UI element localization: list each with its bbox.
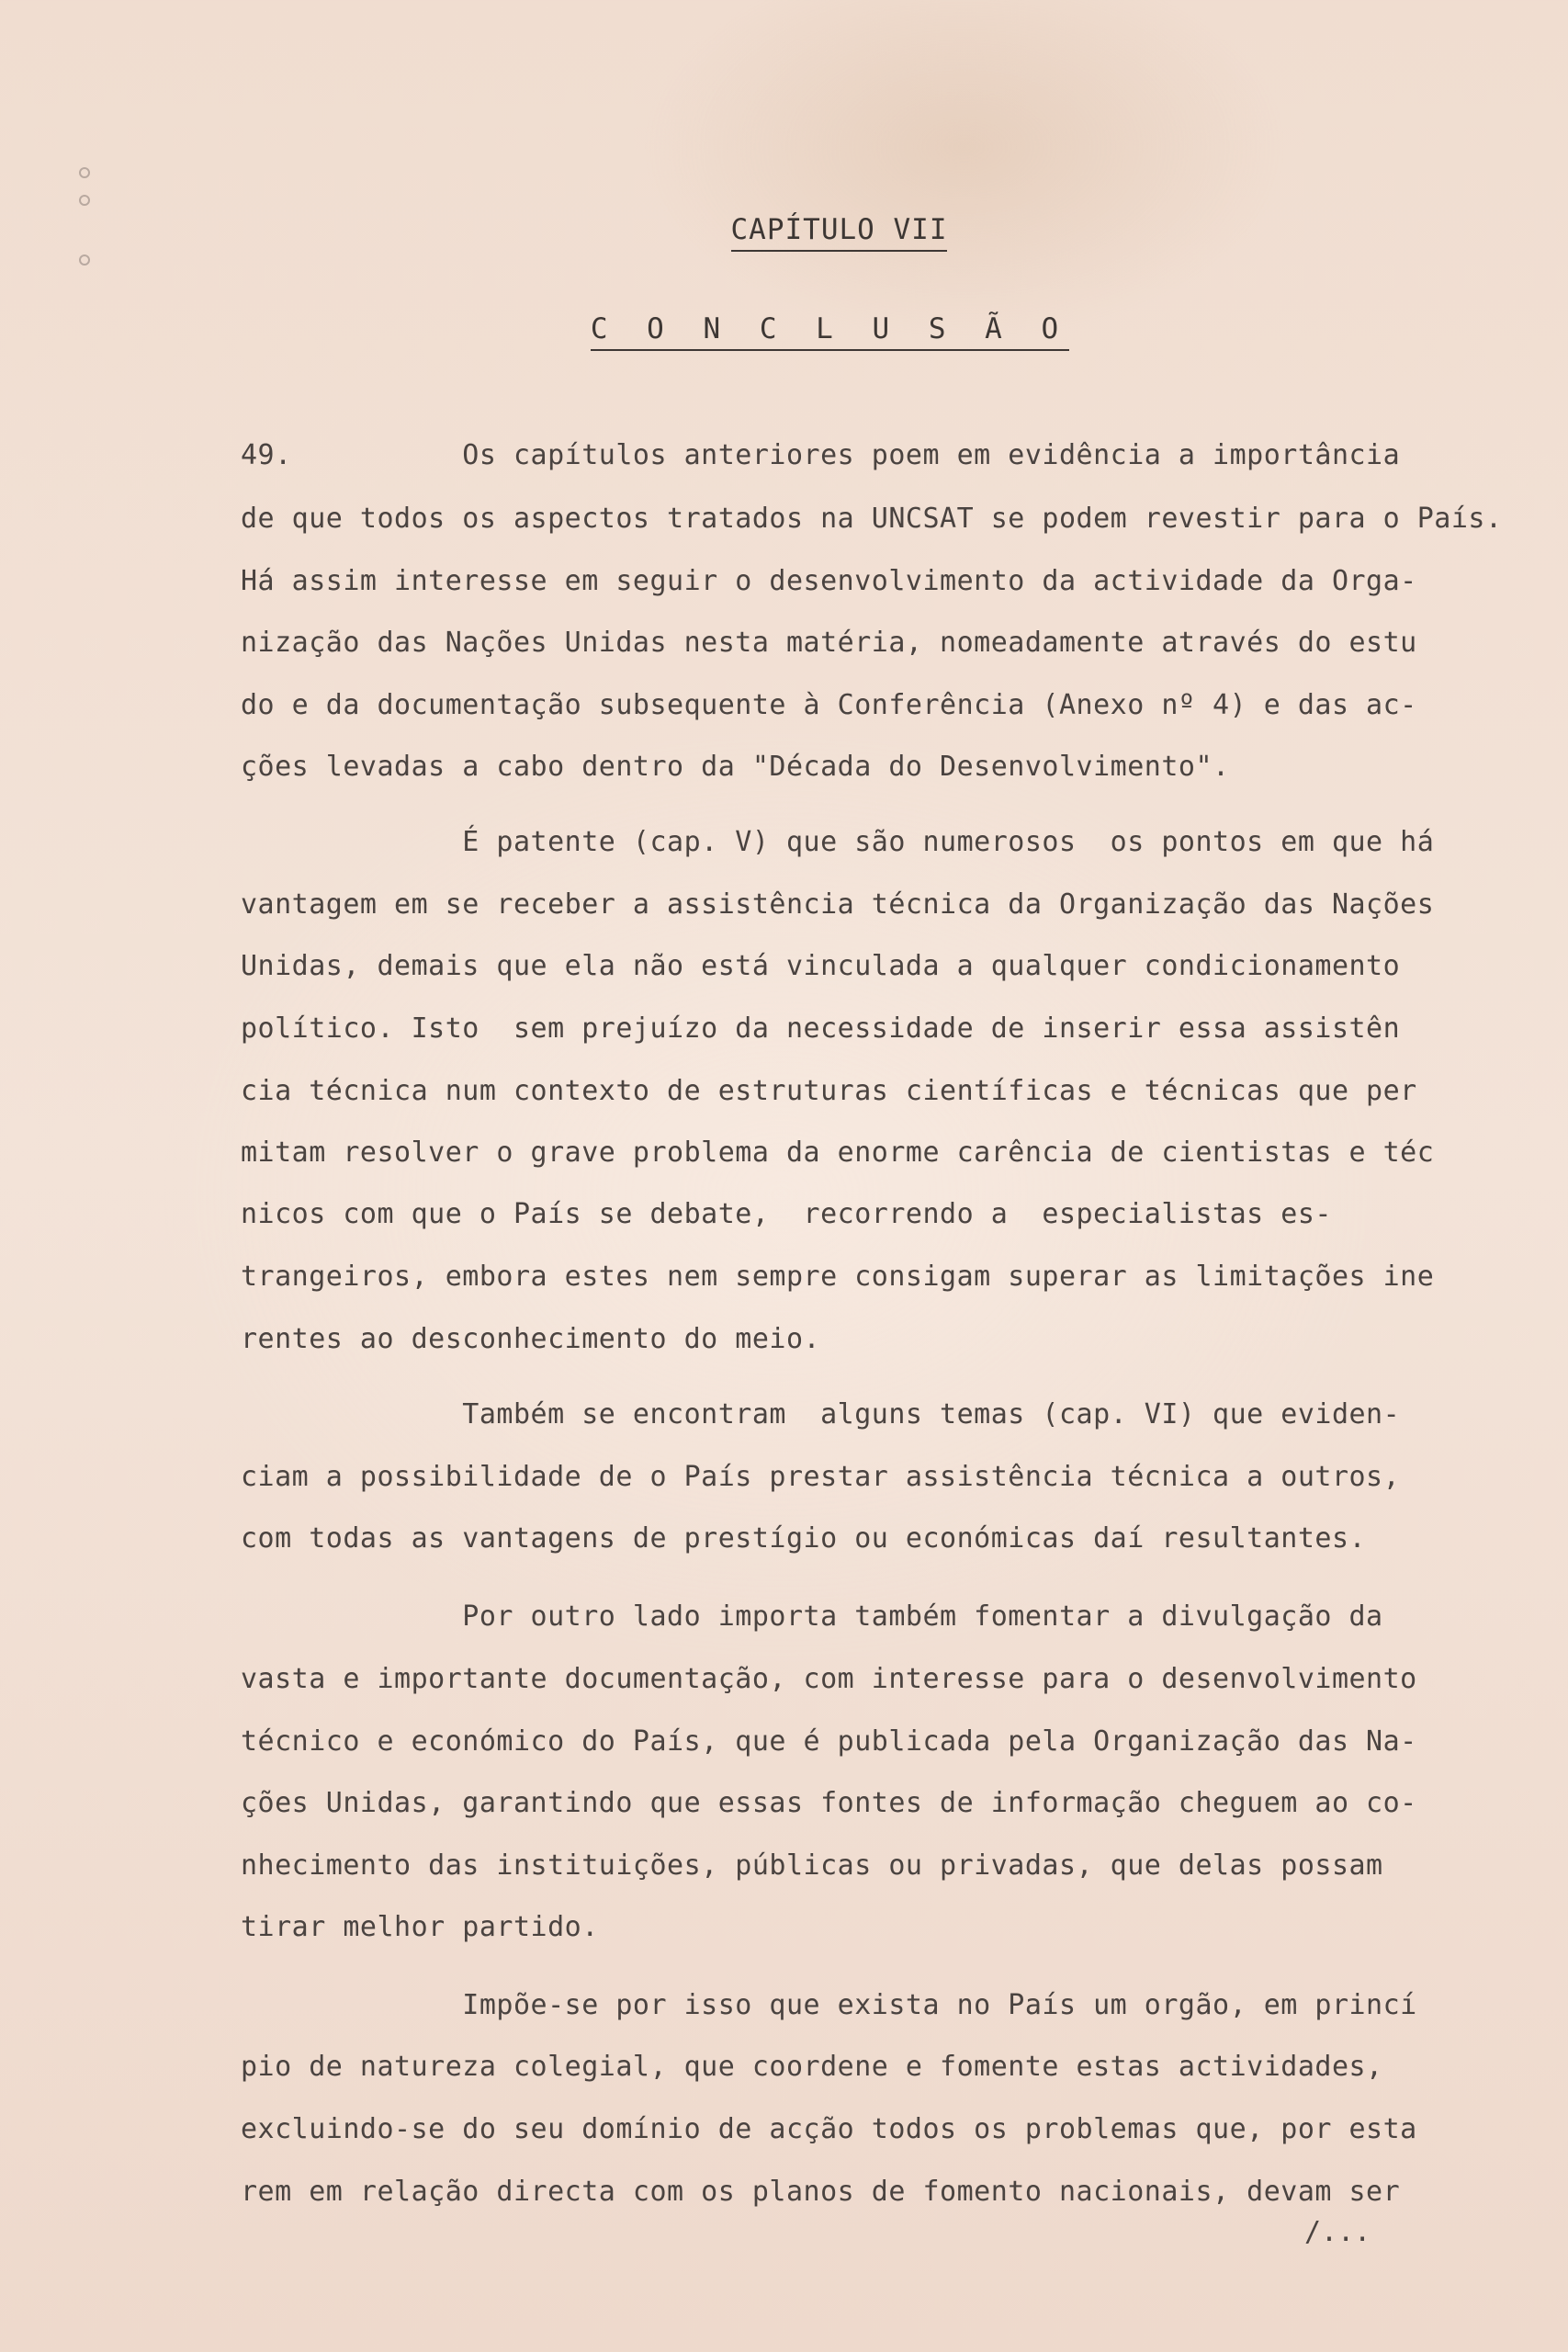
text-line: rentes ao desconhecimento do meio.: [241, 1323, 821, 1355]
text-line: do e da documentação subsequente à Conferência (Anexo nº 4) e das ac-: [241, 689, 1417, 721]
text-line: vantagem em se receber a assistência técnica da Organização das Nações: [241, 888, 1435, 921]
text-line: 49. Os capítulos anteriores poem em evidência a importância: [241, 439, 1401, 471]
text-line: trangeiros, embora estes nem sempre consigam superar as limitações ine: [241, 1261, 1435, 1293]
text-line: técnico e económico do País, que é publicada pela Organização das Na-: [241, 1725, 1417, 1758]
text-line: vasta e importante documentação, com interesse para o desenvolvimento: [241, 1663, 1417, 1695]
text-line: de que todos os aspectos tratados na UNCSAT se podem revestir para o País.: [241, 503, 1503, 535]
text-line: pio de natureza colegial, que coordene e fomente estas actividades,: [241, 2051, 1383, 2083]
text-line: Impõe-se por isso que exista no País um orgão, em princí: [241, 1989, 1417, 2021]
text-line: nhecimento das instituições, públicas ou privadas, que delas possam: [241, 1849, 1383, 1882]
text-line: político. Isto sem prejuízo da necessidade de inserir essa assistên: [241, 1012, 1401, 1045]
text-line: cia técnica num contexto de estruturas científicas e técnicas que per: [241, 1075, 1417, 1107]
section-heading: C O N C L U S Ã O: [46, 312, 1568, 345]
text-line: tirar melhor partido.: [241, 1911, 599, 1943]
text-line: Há assim interesse em seguir o desenvolvimento da actividade da Orga-: [241, 565, 1417, 597]
text-line: nicos com que o País se debate, recorrendo a especialistas es-: [241, 1198, 1332, 1230]
text-line: mitam resolver o grave problema da enorme carência de cientistas e téc: [241, 1136, 1435, 1169]
chapter-heading: CAPÍTULO VII: [55, 213, 1568, 246]
text-line: Também se encontram alguns temas (cap. VI) que eviden-: [241, 1398, 1401, 1430]
text-line: com todas as vantagens de prestígio ou económicas daí resultantes.: [241, 1522, 1367, 1555]
text-line: excluindo-se do seu domínio de acção todos os problemas que, por esta: [241, 2113, 1417, 2145]
continuation-mark: /...: [1304, 2216, 1371, 2248]
text-line: ções levadas a cabo dentro da "Década do Desenvolvimento".: [241, 751, 1230, 783]
text-line: rem em relação directa com os planos de fomento nacionais, devam ser: [241, 2176, 1401, 2208]
text-line: Unidas, demais que ela não está vinculada a qualquer condicionamento: [241, 950, 1401, 982]
text-line: ções Unidas, garantindo que essas fontes de informação cheguem ao co-: [241, 1787, 1417, 1819]
text-line: Por outro lado importa também fomentar a divulgação da: [241, 1600, 1383, 1633]
text-line: ciam a possibilidade de o País prestar assistência técnica a outros,: [241, 1461, 1401, 1493]
text-line: É patente (cap. V) que são numerosos os pontos em que há: [241, 826, 1435, 858]
text-line: nização das Nações Unidas nesta matéria, nomeadamente através do estu: [241, 627, 1417, 659]
